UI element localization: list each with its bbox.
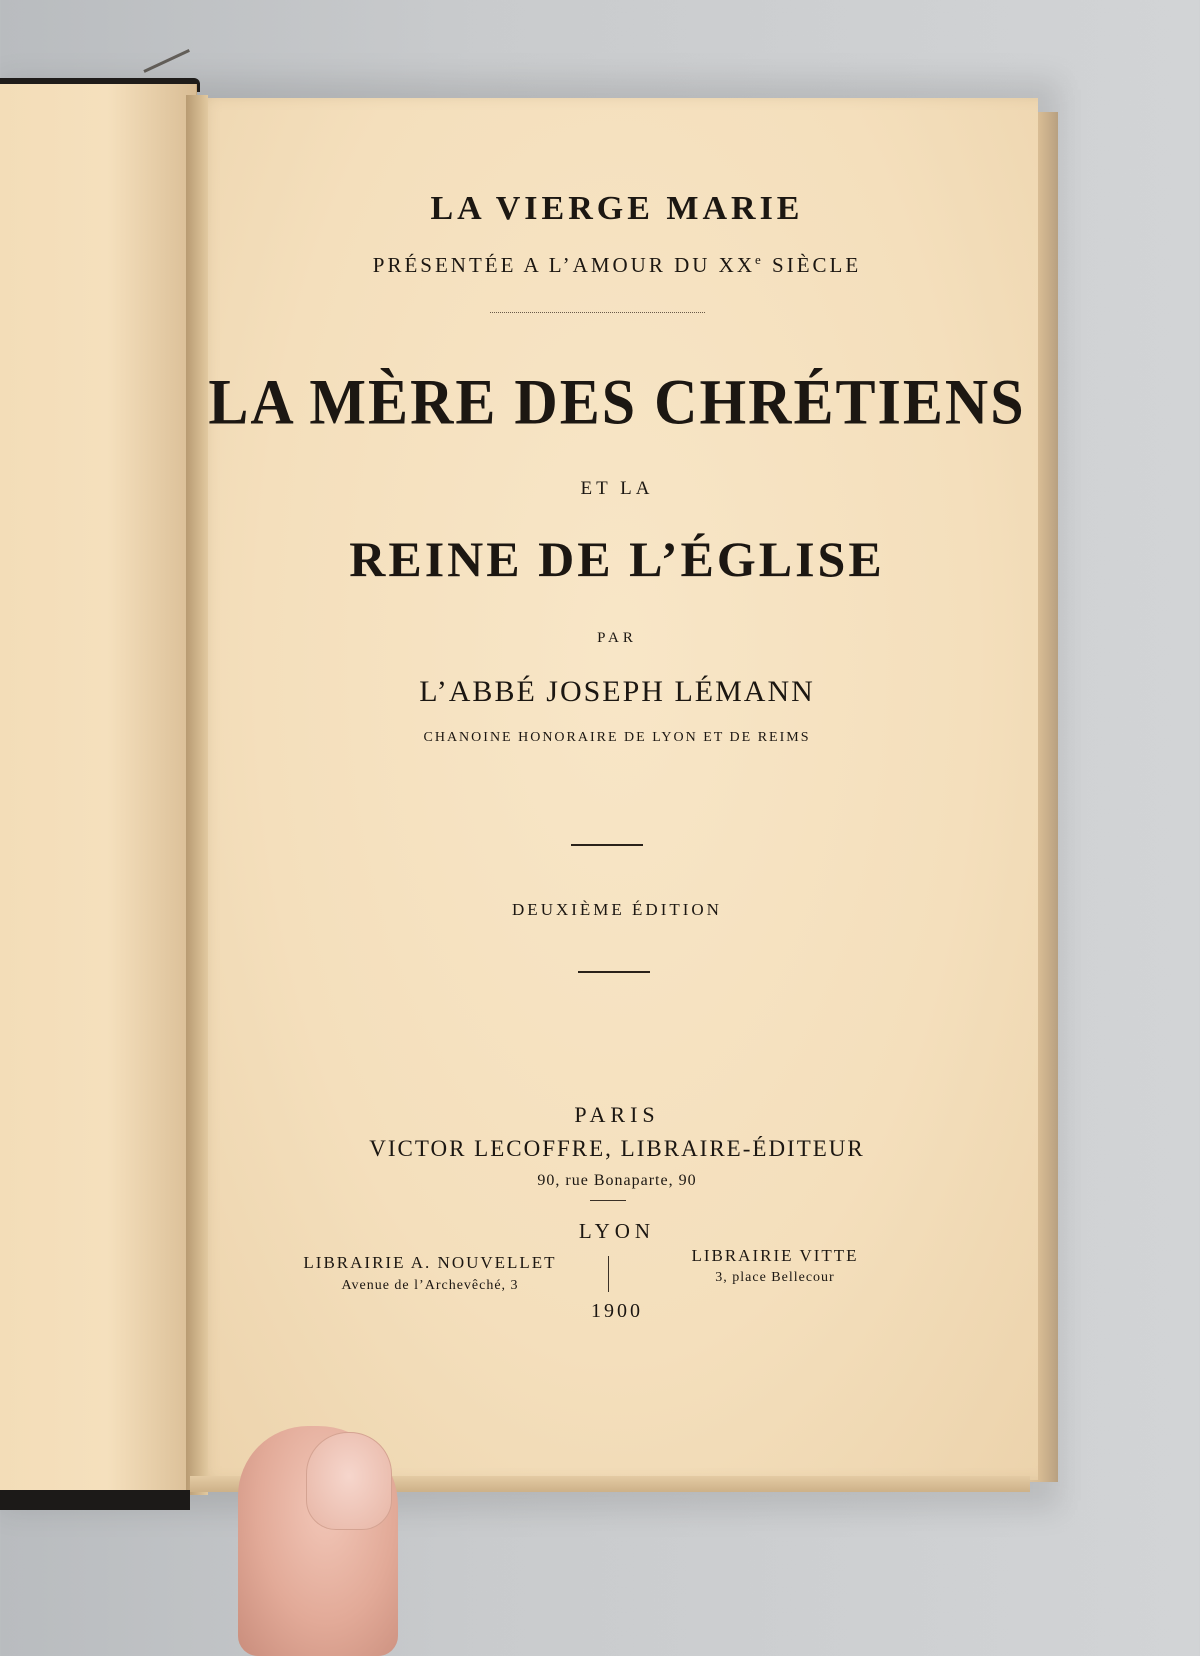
publisher-paris: VICTOR LECOFFRE, LIBRAIRE-ÉDITEUR [369,1136,865,1161]
left-page [0,84,197,1494]
author-name: L’ABBÉ JOSEPH LÉMANN [419,675,815,708]
author-role: CHANOINE HONORAIRE DE LYON ET DE REIMS [423,730,811,745]
book-gutter [186,95,208,1495]
thumbnail [306,1432,392,1530]
main-title-second-line: REINE DE L’ÉGLISE [349,531,885,587]
book-spine-bottom [0,1490,190,1510]
publisher-vitte-address: 3, place Bellecour [715,1270,835,1285]
publisher-nouvellet-address: Avenue de l’Archevêché, 3 [341,1278,519,1293]
rule-divider [578,971,650,973]
city-paris: PARIS [574,1102,660,1127]
title-conjunction: ET LA [580,478,654,499]
column-separator [608,1256,609,1292]
edition-label: DEUXIÈME ÉDITION [512,900,722,919]
small-divider [590,1200,626,1201]
main-title: LA MÈRE DES CHRÉTIENS [208,366,1026,438]
publication-year: 1900 [591,1300,643,1322]
series-subtitle: PRÉSENTÉE A L’AMOUR DU XXe SIÈCLE [372,252,862,277]
city-lyon: LYON [578,1219,656,1243]
publisher-vitte: LIBRAIRIE VITTE [691,1246,859,1265]
publisher-paris-address: 90, rue Bonaparte, 90 [537,1172,697,1189]
by-label: PAR [597,630,637,646]
dotted-divider [490,312,705,313]
rule-divider [571,844,643,846]
series-title: LA VIERGE MARIE [430,190,804,227]
publisher-nouvellet: LIBRAIRIE A. NOUVELLET [303,1253,557,1272]
